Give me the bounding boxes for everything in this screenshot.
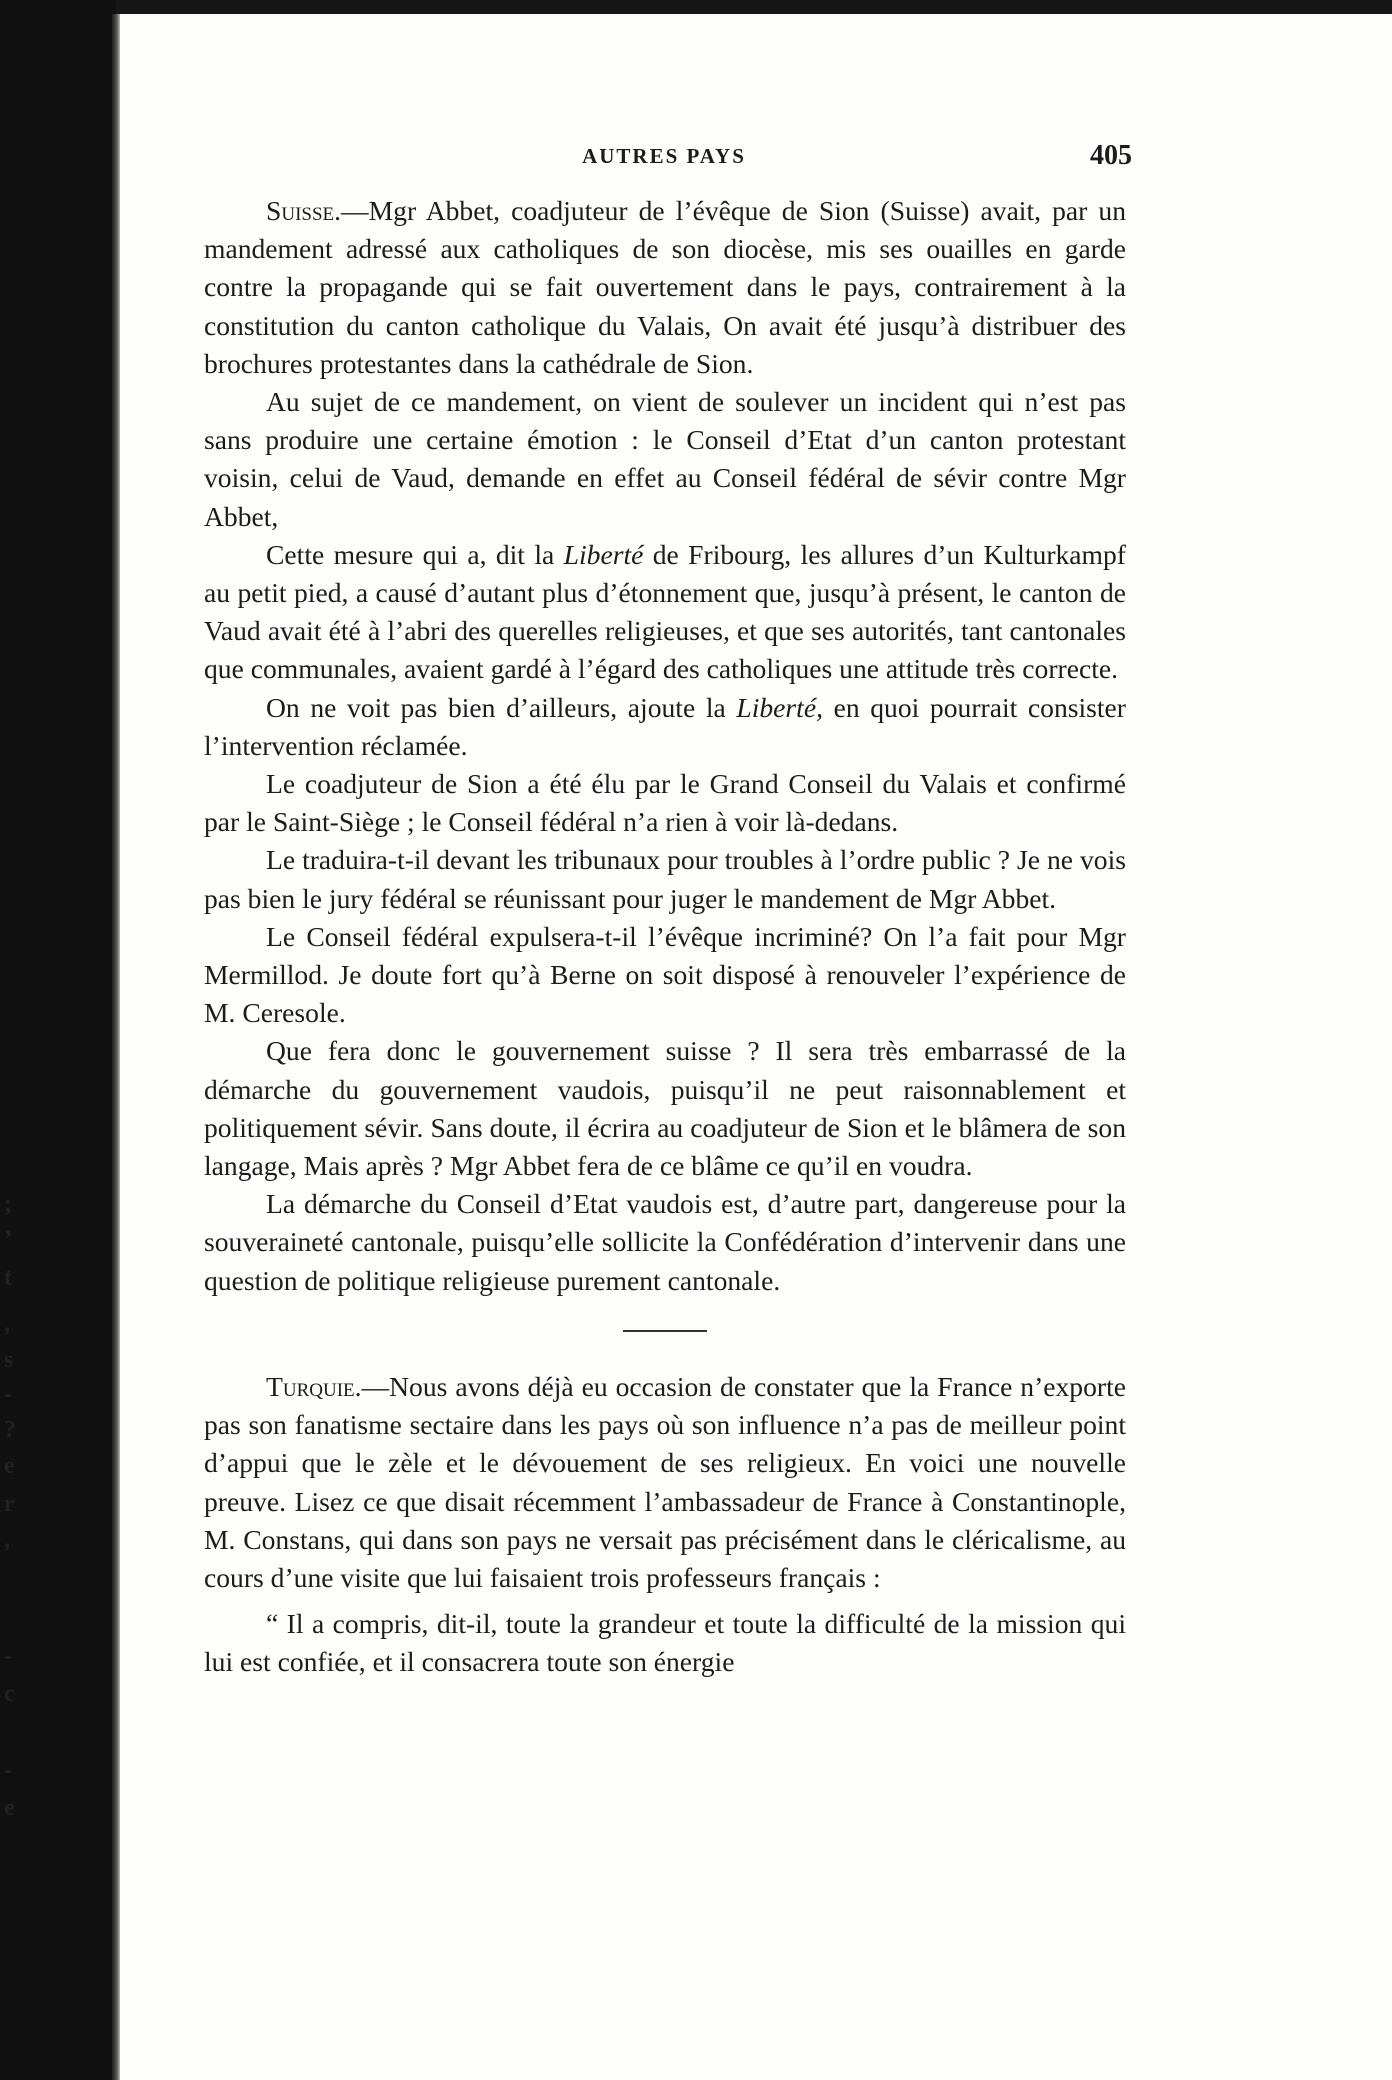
facing-page-glyph: , xyxy=(4,1311,10,1337)
section-divider xyxy=(623,1330,707,1332)
facing-page-glyph: , xyxy=(4,1527,10,1553)
newspaper-title: Liberté, xyxy=(736,691,823,723)
scan-top-edge xyxy=(0,0,1392,14)
suisse-paragraph-4 xyxy=(204,689,1126,765)
suisse-paragraph-8: Que fera donc le gouvernement suisse ? Il sera très embarrassé de la démarche du gouvernement vaudois, puisqu’il ne peut raisonnablement et politiquement sévir. Sans doute, il écrira au coadjuteur de Sion et le blâmera de son langage, Mais après ? Mgr Abbet fera de ce blâme ce qu’il en voudra. xyxy=(204,1035,1126,1182)
paragraph-gap xyxy=(204,1597,1126,1605)
suisse-paragraph-2: Au sujet de ce mandement, on vient de soulever un incident qui n’est pas sans produire une certaine émotion : le Conseil d’Etat d’un canton protestant voisin, celui de Vaud, demande en effet au Conseil fédéral de sévir contre Mgr Abbet, xyxy=(204,386,1126,532)
facing-page-fragments xyxy=(0,0,40,2080)
facing-page-glyph: t xyxy=(4,1265,12,1291)
newspaper-title: Liberté xyxy=(563,538,644,570)
paragraph-text: —Nous avons déjà eu occasion de constater que la France n’exporte pas son fanatisme sectaire dans les pays où son influence n’a pas de meilleur point d’appui que le zèle et le dévouement de ses religieux. En voici une nouvelle preuve. Lisez ce que disait récemment l’ambassadeur de France à Constantinople, M. Constans, qui dans son pays ne versait pas précisément dans le cléricalisme, au cours d’une visite que lui faisaient trois professeurs français : xyxy=(204,1370,1126,1593)
suisse-paragraph-7: Le Conseil fédéral expulsera-t-il l’évêque incriminé? On l’a fait pour Mgr Mermillod. Je doute fort qu’à Berne on soit disposé à renouveler l’expérience de M. Ceresole. xyxy=(204,920,1126,1029)
facing-page-glyph: r xyxy=(4,1491,15,1517)
suisse-paragraph-9: La démarche du Conseil d’Etat vaudois est, d’autre part, dangereuse pour la souveraineté cantonale, puisqu’elle sollicite la Confédération d’intervenir dans une question de politique religieuse purement cantonale. xyxy=(204,1188,1126,1296)
facing-page-glyph: - xyxy=(4,1757,12,1783)
scan-binding-shadow xyxy=(0,0,116,2080)
section-label-turquie: Turquie. xyxy=(266,1370,362,1402)
paragraph-text: —Mgr Abbet, coadjuteur de l’évêque de Sion (Suisse) avait, par un mandement adressé aux catholiques de son diocèse, mis ses ouailles en garde contre la propagande qui se fait ouvertement dans le pays, contrairement à la constitution du canton catholique du Valais, On avait été jusqu’à distribuer des brochures protestantes dans la cathédrale de Sion. xyxy=(204,195,1126,379)
paragraph-text: Cette mesure qui a, dit la xyxy=(266,538,564,570)
facing-page-glyph: c xyxy=(4,1681,15,1707)
facing-page-glyph: e xyxy=(4,1453,15,1479)
facing-page-glyph: ? xyxy=(4,1417,16,1443)
section-label-suisse: Suisse. xyxy=(266,195,342,226)
facing-page-glyph: - xyxy=(4,1381,12,1407)
turquie-paragraph-1 xyxy=(204,1368,1126,1597)
facing-page-glyph: - xyxy=(4,1643,12,1669)
facing-page-glyph: ’ xyxy=(4,1227,12,1253)
running-title: AUTRES PAYS xyxy=(582,144,746,168)
page-gutter-edge xyxy=(112,14,120,2080)
facing-page-glyph: ; xyxy=(4,1191,12,1217)
running-head xyxy=(196,136,1132,176)
suisse-paragraph-3 xyxy=(204,536,1126,689)
suisse-paragraph-5: Le coadjuteur de Sion a été élu par le Grand Conseil du Valais et confirmé par le Saint-Siège ; le Conseil fédéral n’a rien à voir là-dedans. xyxy=(204,768,1126,838)
page-body xyxy=(204,192,1126,1682)
suisse-paragraph-6: Le traduira-t-il devant les tribunaux pour troubles à l’ordre public ? Je ne vois pas bien le jury fédéral se réunissant pour juger le mandement de Mgr Abbet. xyxy=(204,844,1126,914)
suisse-paragraph-1 xyxy=(204,192,1126,383)
turquie-quote: “ Il a compris, dit-il, toute la grandeur et toute la difficulté de la mission qui lui est confiée, et il consacrera toute son énergie xyxy=(204,1608,1126,1678)
page-number: 405 xyxy=(1090,140,1132,171)
facing-page-glyph: s xyxy=(4,1347,14,1373)
paragraph-text: en quoi pourrait consister l’intervention réclamée. xyxy=(204,691,1126,761)
facing-page-glyph: e xyxy=(4,1795,15,1821)
paragraph-text: de Fribourg, les allures d’un Kulturkampf au petit pied, a causé d’autant plus d’étonnement que, jusqu’à présent, le canton de Vaud avait été à l’abri des querelles religieuses, et que ses autorités, tant cantonales que communales, avaient gardé à l’égard des catholiques une attitude très correcte. xyxy=(204,538,1126,685)
paragraph-text: On ne voit pas bien d’ailleurs, ajoute la xyxy=(266,691,737,723)
